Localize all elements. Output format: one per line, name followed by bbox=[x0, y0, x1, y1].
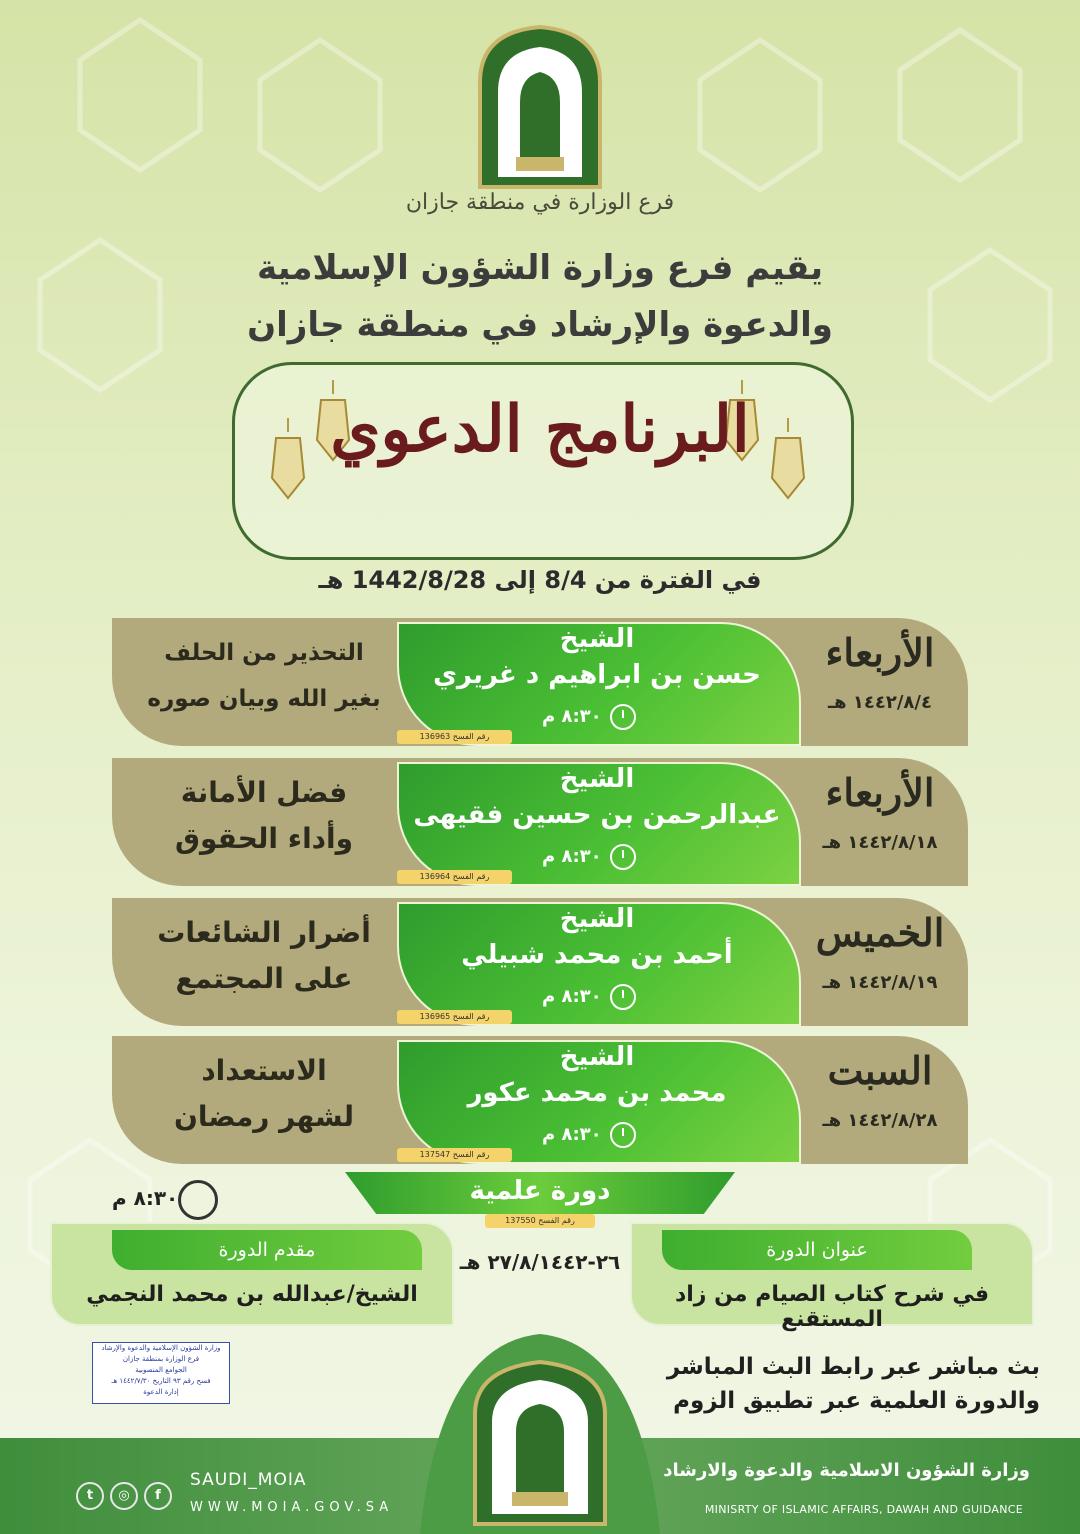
lecture-row bbox=[112, 758, 968, 886]
lecture-topic: أضرار الشائعات على المجتمع bbox=[157, 916, 371, 995]
lecture-row bbox=[112, 618, 968, 746]
lecture-day: الأربعاء bbox=[825, 770, 935, 815]
lecture-row bbox=[112, 898, 968, 1026]
lecture-topic: فضل الأمانة وأداء الحقوق bbox=[174, 776, 354, 855]
instagram-icon[interactable]: ◎ bbox=[110, 1482, 138, 1510]
approval-stamp: وزارة الشؤون الإسلامية والدعوة والإرشاد فرع الوزارة بمنطقة جازان الجوامع المنصوبية فسح رقم ٩٣ التاريخ ١٤٤٢/٧/٣٠ هـ إدارة الدعوة bbox=[92, 1342, 230, 1404]
lecture-day: السبت bbox=[827, 1048, 933, 1093]
sheikh-name: عبدالرحمن بن حسين فقيهى bbox=[413, 800, 781, 830]
presenter-box bbox=[50, 1222, 454, 1326]
lecture-time: ٨:٣٠ م bbox=[542, 1124, 602, 1145]
course-time: ٨:٣٠ م bbox=[112, 1186, 179, 1210]
lecture-date: ١٤٤٢/٨/١٨ هـ bbox=[822, 832, 938, 853]
presenter-value: الشيخ/عبدالله بن محمد النجمي bbox=[86, 1282, 418, 1307]
sheikh-name: حسن بن ابراهيم د غريري bbox=[433, 660, 761, 690]
course-title: دورة علمية bbox=[469, 1176, 611, 1206]
clock-icon bbox=[610, 704, 636, 730]
heading-line-2: والدعوة والإرشاد في منطقة جازان bbox=[247, 305, 833, 345]
lecture-topic: التحذير من الحلف بغير الله وبيان صوره bbox=[147, 640, 381, 712]
program-period: في الفترة من 8/4 إلى 1442/8/28 هـ bbox=[318, 566, 762, 594]
lecture-time: ٨:٣٠ م bbox=[542, 986, 602, 1007]
website-link[interactable]: WWW.MOIA.GOV.SA bbox=[190, 1500, 394, 1515]
broadcast-permit: رقم الفسح 136965 bbox=[397, 1010, 512, 1024]
broadcast-permit: رقم الفسح 136963 bbox=[397, 730, 512, 744]
broadcast-permit: رقم الفسح 137547 bbox=[397, 1148, 512, 1162]
branch-subtitle: فرع الوزارة في منطقة جازان bbox=[405, 190, 675, 215]
lecture-date: ١٤٤٢/٨/١٩ هـ bbox=[822, 972, 938, 993]
twitter-icon[interactable]: t bbox=[76, 1482, 104, 1510]
course-date: ٢٦-٢٧/٨/١٤٤٢ هـ bbox=[459, 1250, 621, 1274]
ministry-name-ar: وزارة الشؤون الاسلامية والدعوة والارشاد bbox=[663, 1460, 1030, 1481]
facebook-icon[interactable]: f bbox=[144, 1482, 172, 1510]
lecture-time: ٨:٣٠ م bbox=[542, 846, 602, 867]
sheikh-label: الشيخ bbox=[559, 764, 635, 794]
sheikh-name: محمد بن محمد عكور bbox=[467, 1078, 727, 1108]
sheikh-label: الشيخ bbox=[559, 1042, 635, 1072]
lecture-row bbox=[112, 1036, 968, 1164]
heading-line-1: يقيم فرع وزارة الشؤون الإسلامية bbox=[256, 248, 824, 288]
lecture-time: ٨:٣٠ م bbox=[542, 706, 602, 727]
sheikh-label: الشيخ bbox=[559, 624, 635, 654]
program-title: البرنامج الدعوي bbox=[330, 392, 750, 467]
lecture-topic: الاستعداد لشهر رمضان bbox=[173, 1054, 355, 1133]
clock-icon bbox=[178, 1180, 218, 1220]
course-topic-box bbox=[630, 1222, 1034, 1332]
course-topic-value: في شرح كتاب الصيام من زاد المستقنع bbox=[674, 1282, 990, 1332]
clock-icon bbox=[610, 844, 636, 870]
social-handle[interactable]: SAUDI_MOIA bbox=[190, 1470, 307, 1490]
lecture-date: ١٤٤٢/٨/٤ هـ bbox=[828, 692, 932, 713]
course-topic-label: عنوان الدورة bbox=[662, 1230, 972, 1270]
sheikh-label: الشيخ bbox=[559, 904, 635, 934]
sheikh-name: أحمد بن محمد شبيلي bbox=[461, 940, 733, 970]
ministry-logo bbox=[470, 22, 610, 192]
clock-icon bbox=[610, 1122, 636, 1148]
ministry-logo bbox=[420, 1324, 660, 1534]
lecture-day: الخميس bbox=[815, 910, 945, 955]
lecture-day: الأربعاء bbox=[825, 630, 935, 675]
live-broadcast-note: بث مباشر عبر رابط البث المباشر والدورة العلمية عبر تطبيق الزوم bbox=[666, 1354, 1040, 1414]
broadcast-permit: رقم الفسح 136964 bbox=[397, 870, 512, 884]
course-broadcast-permit: رقم الفسح 137550 bbox=[485, 1214, 595, 1228]
clock-icon bbox=[610, 984, 636, 1010]
presenter-label: مقدم الدورة bbox=[112, 1230, 422, 1270]
ministry-name-en: MINISRTY OF ISLAMIC AFFAIRS, DAWAH AND GUIDANCE bbox=[704, 1503, 1023, 1516]
lecture-date: ١٤٤٢/٨/٢٨ هـ bbox=[822, 1110, 938, 1131]
